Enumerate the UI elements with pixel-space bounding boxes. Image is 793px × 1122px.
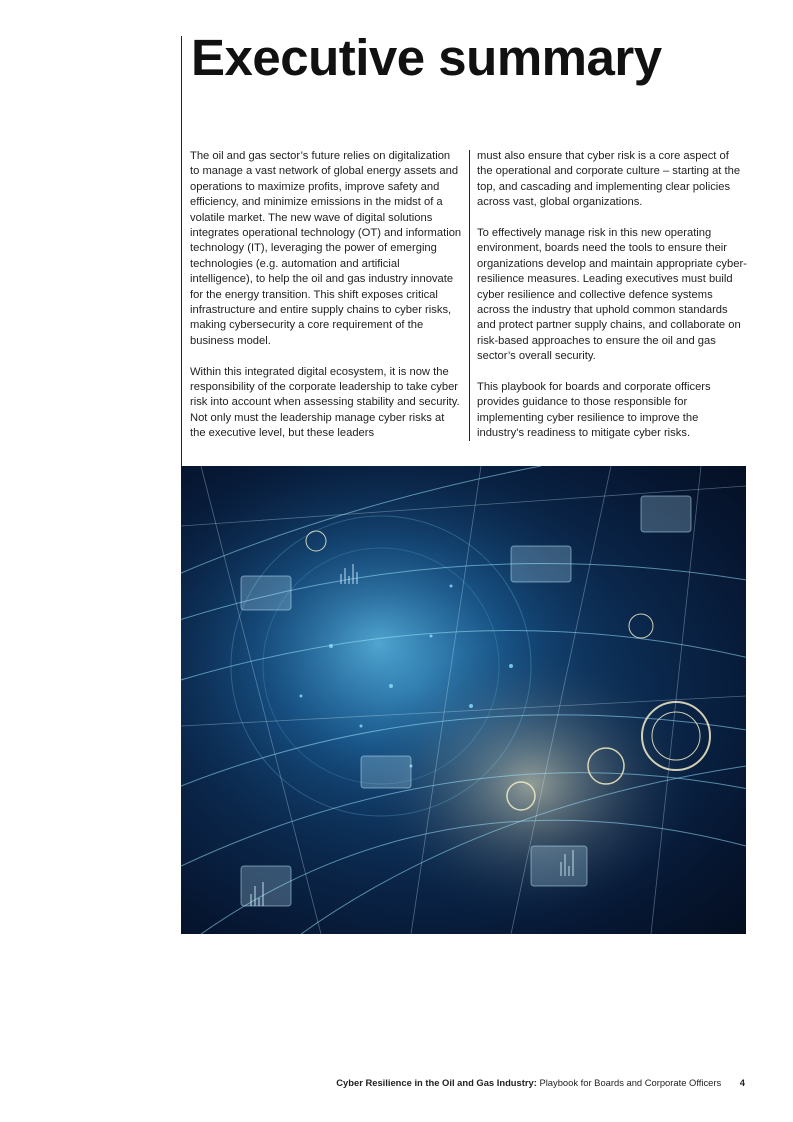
paragraph: The oil and gas sector’s future relies on digitalization to manage a vast network of global energy assets and operations to maximize profits, improve safety and efficiency, and minimize emissions in the midst of a volatile market. The new wave of digital solutions integrates operational technology (OT) and information technology (IT), leveraging the power of emerging technologies (e.g. automation and artificial intelligence), to help the oil and gas industry innovate for the energy transition. This shift exposes critical infrastructure and entire supply chains to cyber risks, making cybersecurity a core requirement of the business model. (190, 150, 462, 347)
column-divider (469, 150, 470, 441)
footer-document-title: Cyber Resilience in the Oil and Gas Industry: (336, 1077, 537, 1088)
warm-glow (181, 466, 746, 934)
page-title: Executive summary (191, 29, 662, 86)
paragraph: To effectively manage risk in this new operating environment, boards need the tools to ensure their organizations develop and maintain appropriate cyber-resilience measures. Leading executives must build cyber resilience and collective defence systems across the industry that uphold common standards and protect partner supply chains, and collaborate on risk-based approaches to ensure the oil and gas sector’s overall security. (477, 227, 747, 363)
footer-subtitle: Playbook for Boards and Corporate Officers (539, 1077, 722, 1088)
page-footer (336, 1077, 745, 1088)
digital-network-illustration (181, 466, 746, 934)
left-text-column (190, 149, 462, 457)
paragraph: This playbook for boards and corporate officers provides guidance to those responsible for implementing cyber resilience to improve the industry’s readiness to mitigate cyber risks. (477, 381, 711, 440)
paragraph: Within this integrated digital ecosystem, it is now the responsibility of the corporate leadership to take cyber risk into account when assessing stability and security. Not only must the leadership manage cyber risks at the executive level, but these leaders (190, 365, 460, 440)
right-text-column (477, 149, 747, 457)
hero-image-digital-globe (181, 466, 746, 934)
paragraph: must also ensure that cyber risk is a core aspect of the operational and corporate culture – starting at the top, and cascading and implementing clear policies across vast, global organizations. (477, 150, 741, 209)
page-number: 4 (739, 1077, 745, 1088)
left-margin-rule (181, 36, 182, 470)
